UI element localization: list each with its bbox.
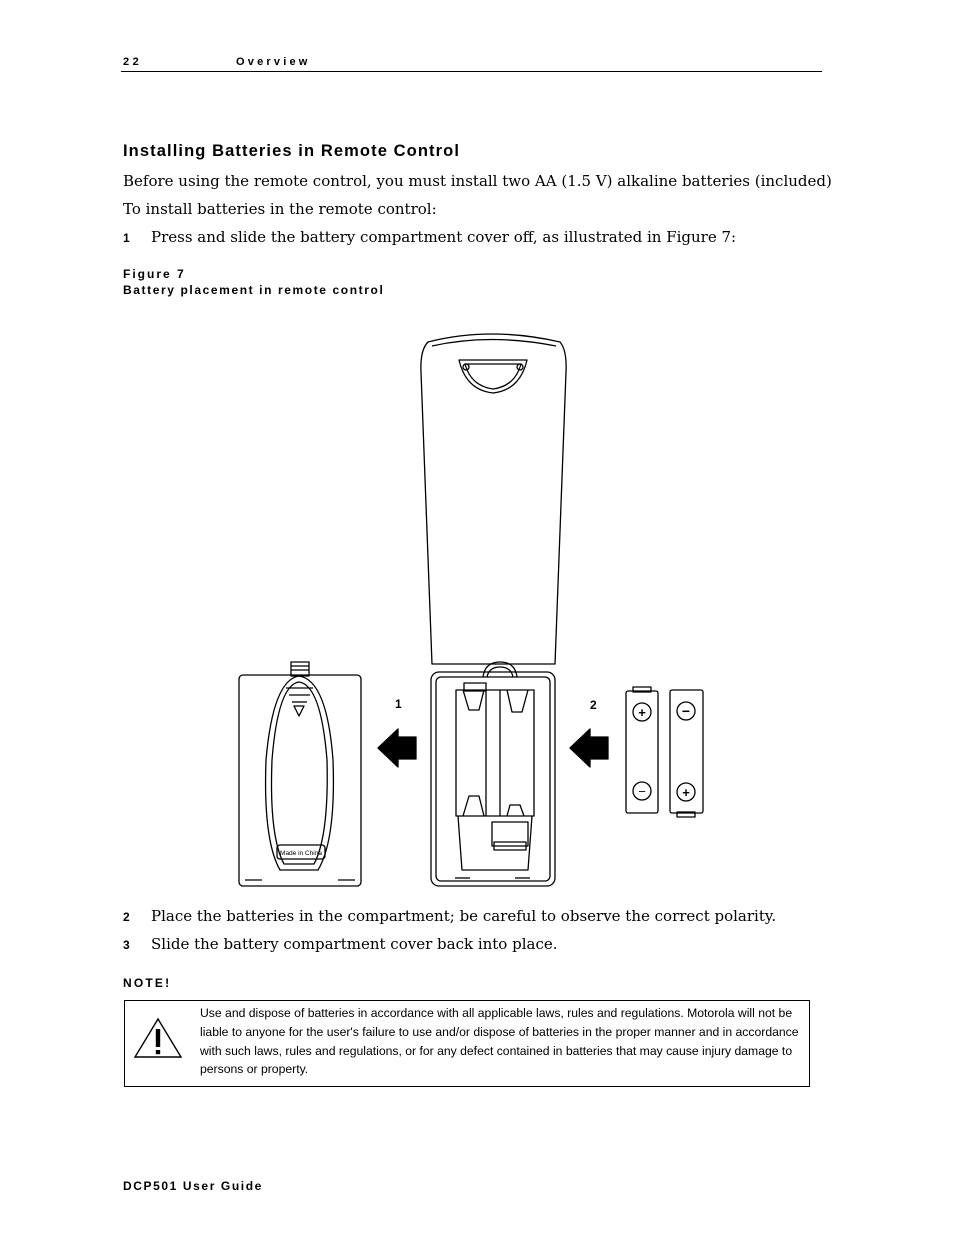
- header-section-title: Overview: [236, 56, 311, 68]
- step-text: Slide the battery compartment cover back into place.: [151, 935, 558, 953]
- arrow-left-icon: [570, 729, 608, 767]
- note-text: Use and dispose of batteries in accordance with all applicable laws, rules and regulations. Motorola will not be liable to anyone for the user's failure to use and/or dispose of batteries in the proper manner and in accordance with such laws, rules and regulations, or for any defect contained in batteries that may cause injury damage to persons or property.: [200, 1006, 799, 1077]
- intro-paragraph: Before using the remote control, you must install two AA (1.5 V) alkaline batteries (included): [123, 172, 832, 190]
- warning-icon: [133, 1017, 183, 1059]
- callout-1: 1: [395, 697, 402, 711]
- battery-placement-figure: [0, 320, 954, 895]
- instruction-lead: To install batteries in the remote control:: [123, 200, 437, 218]
- polarity-label: −: [638, 784, 646, 799]
- footer-guide-title: DCP501 User Guide: [123, 1179, 263, 1193]
- cover-stamp-text: Made in China: [280, 850, 322, 857]
- callout-2: 2: [590, 698, 597, 712]
- figure-label: Figure 7: [123, 267, 186, 281]
- step-number: 3: [123, 938, 130, 952]
- step-number: 1: [123, 231, 130, 245]
- polarity-label: −: [681, 703, 691, 719]
- step-text: Place the batteries in the compartment; be careful to observe the correct polarity.: [151, 907, 777, 925]
- figure-caption: Battery placement in remote control: [123, 283, 385, 297]
- page-number: 22: [123, 56, 143, 68]
- arrow-left-icon: [378, 729, 416, 767]
- step-text: Press and slide the battery compartment cover off, as illustrated in Figure 7:: [151, 228, 737, 246]
- polarity-label: +: [682, 785, 690, 800]
- step-number: 2: [123, 910, 130, 924]
- note-label: NOTE!: [123, 976, 172, 990]
- header-rule: [121, 71, 822, 72]
- section-heading: Installing Batteries in Remote Control: [123, 142, 461, 160]
- note-box: [124, 1000, 810, 1087]
- remote-control-illustration: [421, 334, 566, 886]
- polarity-label: +: [638, 705, 646, 720]
